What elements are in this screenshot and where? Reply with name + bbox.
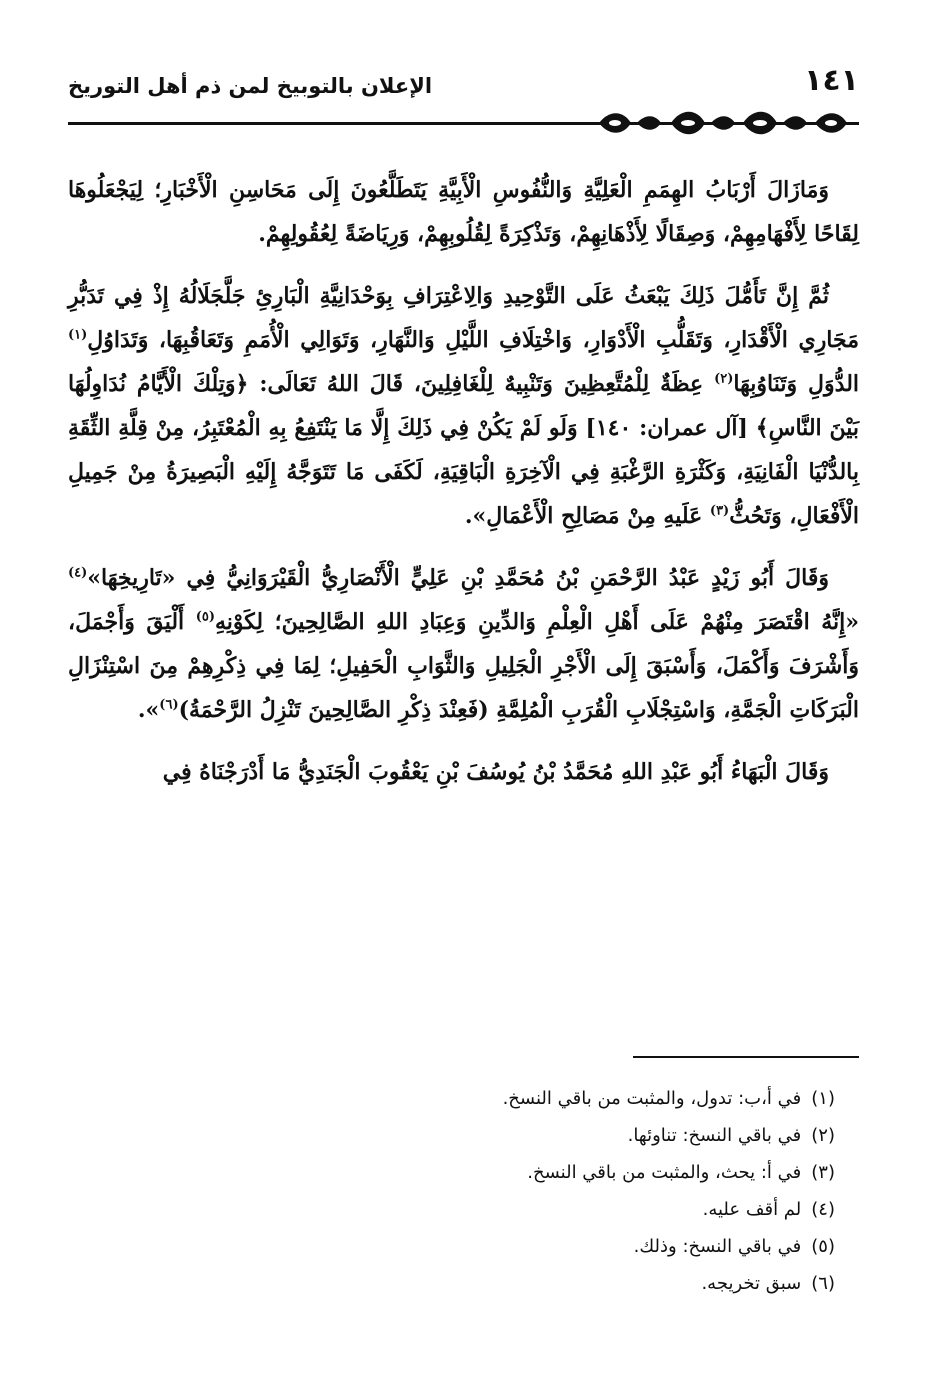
paragraph-3-part-c: أَلْيَقَ وَأَجْمَلَ، وَأَشْرَفَ وَأَكْمَلَ، وَأَسْبَقَ إِلَى الْأَجْرِ الْجَلِيلِ وَالثَّوَابِ الْحَفِيلِ؛ لِمَا فِي ذِكْرِهِمْ مِنَ اسْتِنْزَالِ الْبَرَكَاتِ الْجَمَّةِ، وَاسْتِجْلَابِ الْقُرَبِ الْمُلِمَّةِ (فَعِنْدَ ذِكْرِ الصَّالِحِينَ تَنْزِلُ الرَّحْمَةُ) [68, 609, 859, 723]
footnote-text: لم أقف عليه. [702, 1199, 802, 1220]
footnote-item [68, 1191, 835, 1228]
footnote-text: في باقي النسخ: وذلك. [633, 1236, 802, 1257]
footnote-number: (١) [811, 1088, 835, 1109]
footnote-number: (٣) [811, 1162, 835, 1183]
footnote-ref-3: (٣) [709, 503, 730, 519]
footnote-ref-6: (٦) [159, 697, 179, 713]
paragraph-3-part-b: «إِنَّهُ اقْتَصَرَ مِنْهُمْ عَلَى أَهْلِ الْعِلْمِ وَالدِّينِ وَعِبَادِ اللهِ الصَّالِحِينَ؛ لِكَوْنِهِ [215, 609, 859, 635]
footnote-number: (٦) [811, 1273, 835, 1294]
footnote-text: سبق تخريجه. [701, 1273, 802, 1294]
footnote-number: (٥) [811, 1236, 835, 1257]
paragraph-2 [68, 274, 859, 538]
footnote-item [68, 1228, 835, 1265]
header-divider [68, 104, 859, 144]
footnote-item [68, 1265, 835, 1302]
footnote-item [68, 1117, 835, 1154]
paragraph-4: وَقَالَ الْبَهَاءُ أَبُو عَبْدِ اللهِ مُحَمَّدُ بْنُ يُوسُفَ بْنِ يَعْقُوبَ الْجَنَدِيُّ مَا أَدْرَجْنَاهُ فِي [162, 759, 829, 785]
footnote-number: (٤) [811, 1199, 835, 1220]
paragraph-1: وَمَازَالَ أَرْبَابُ الهِمَمِ الْعَلِيَّةِ وَالنُّفُوسِ الْأَبِيَّةِ يَتَطَلَّعُونَ إِلَى مَحَاسِنِ الْأَخْبَارِ؛ لِيَجْعَلُوهَا لِقَاحًا لِأَفْهَامِهِمْ، وَصِقَالًا لِأَذْهَانِهِمْ، وَتَذْكِرَةً لِقُلُوبِهِمْ، وَرِيَاضَةً لِعُقُولِهِمْ. [68, 177, 859, 247]
footnote-text: في أ: يحث، والمثبت من باقي النسخ. [527, 1162, 802, 1183]
running-title: الإعلان بالتوبيخ لمن ذم أهل التوريخ [68, 74, 433, 98]
page-header [68, 58, 859, 98]
footnote-item [68, 1080, 835, 1117]
page-number: ١٤١ [804, 63, 859, 98]
paragraph-3-part-a: وَقَالَ أَبُو زَيْدٍ عَبْدُ الرَّحْمَنِ بْنُ مُحَمَّدِ بْنِ عَلِيٍّ الْأَنْصَارِيُّ الْقَيْرَوَانِيُّ فِي «تَارِيخِهَا» [87, 565, 829, 591]
floral-ornament-icon [579, 104, 859, 144]
header-rule [68, 122, 579, 125]
paragraph-2-part-a: ثُمَّ إِنَّ تَأَمُّلَ ذَلِكَ يَبْعَثُ عَلَى التَّوْحِيدِ وَالِاعْتِرَافِ بِوَحْدَانِيَّةِ الْبَارِئِ جَلَّجَلَالُهُ إِذْ فِي تَدَبُّرِ مَجَارِي الْأَقْدَارِ، وَتَقَلُّبِ الْأَدْوَارِ، وَاخْتِلَافِ اللَّيْلِ وَالنَّهَارِ، وَتَوَالِي الْأُمَمِ وَتَعَاقُبِهَا، وَتَدَاوُلِ [68, 283, 859, 353]
footnote-ref-4: (٤) [68, 565, 88, 581]
footnote-ref-5: (٥) [195, 609, 215, 625]
footnote-item [68, 1154, 835, 1191]
paragraph-2-part-b: الدُّوَلِ وَتَنَاوُبِهَا [733, 371, 860, 397]
main-text [68, 168, 859, 812]
footnote-separator [633, 1056, 859, 1058]
footnote-text: في باقي النسخ: تناوئها. [627, 1125, 802, 1146]
paragraph-3-part-d: ». [137, 697, 160, 723]
footnotes [68, 1080, 835, 1302]
footnote-text: في أ،ب: تدول، والمثبت من باقي النسخ. [502, 1088, 802, 1109]
paragraph-3 [68, 556, 859, 732]
footnote-ref-1: (١) [68, 327, 88, 343]
footnote-ref-2: (٢) [714, 371, 734, 387]
paragraph-2-part-c: عِظَةٌ لِلْمُتَّعِظِينَ وَتَنْبِيهٌ لِلْغَافِلِينَ، قَالَ اللهُ تَعَالَى: ﴿وَتِلْكَ الْأَيَّامُ نُدَاوِلُهَا بَيْنَ النَّاسِ﴾ [آل عمران: ١٤٠] وَلَو لَمْ يَكُنْ فِي ذَلِكَ إِلَّا مَا يَنْتَفِعُ بِهِ الْمُعْتَبِرُ، مِنْ قِلَّةِ الثِّقَةِ بِالدُّنْيَا الْفَانِيَةِ، وَكَثْرَةِ الرَّغْبَةِ فِي الْآخِرَةِ الْبَاقِيَةِ، لَكَفَى مَا تَتَوَجَّهُ إِلَيْهِ الْبَصِيرَةُ مِنْ جَمِيلِ الْأَفْعَالِ، وَتَحُثُّ [68, 371, 859, 529]
paragraph-2-part-d: عَلَيهِ مِنْ مَصَالِحِ الْأَعْمَالِ». [464, 503, 710, 529]
footnote-number: (٢) [811, 1125, 835, 1146]
